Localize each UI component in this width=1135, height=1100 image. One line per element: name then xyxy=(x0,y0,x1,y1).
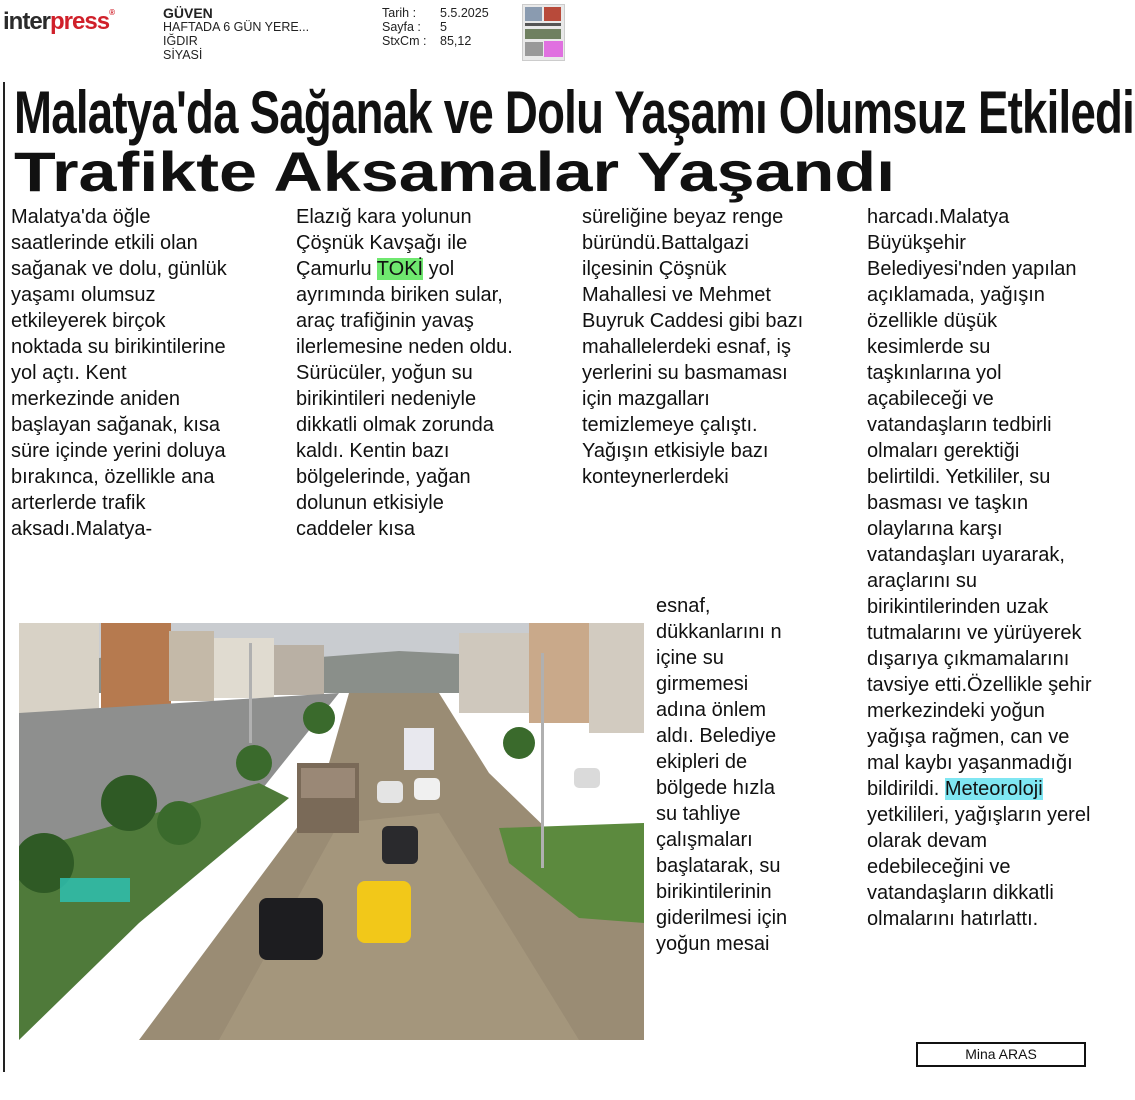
tree xyxy=(236,745,272,781)
column-3-text: süreliğine beyaz renge büründü.Battalgazi ilçesinin Çöşnük Mahallesi ve Mehmet Buyruk Caddesi gibi bazı mahallelerdeki esnaf, iş yerlerini su basmaması için mazgalları temizlemeye çalıştı. Yağışın etkisiyle bazı konteynerlerdeki xyxy=(582,206,804,488)
publication-frequency: HAFTADA 6 GÜN YERE... xyxy=(163,20,310,34)
truck-bed xyxy=(301,768,355,798)
article-column-1 xyxy=(11,204,233,542)
column-2-text-b: yol ayrımında biriken sular, araç trafiğinin yavaş ilerlemesine neden oldu. Sürücüler, yoğun su birikintileri nedeniyle dikkatli olmak zorunda kaldı. Kentin bazı bölgelerinde, yağan dolunun etkisiyle caddeler kısa xyxy=(296,258,513,540)
black-car xyxy=(259,898,323,960)
white-car xyxy=(414,778,440,800)
page-value: 5 xyxy=(440,20,447,34)
flooded-street-photo xyxy=(19,623,644,1040)
building-left-2 xyxy=(101,623,171,708)
column-2-paragraph xyxy=(296,204,522,542)
stxcm-value: 85,12 xyxy=(440,34,472,48)
left-divider xyxy=(3,82,5,1072)
building-left-4 xyxy=(214,638,274,698)
article-column-4 xyxy=(867,204,1097,932)
building-left-1 xyxy=(19,623,99,713)
photo-illustration xyxy=(19,623,644,1040)
column-4-text-a: harcadı.Malatya Büyükşehir Belediyesi'nden yapılan açıklamada, yağışın özellikle düşük kesimlerde su taşkınlarına yol açabileceği ve vatandaşların tedbirli olmaları gerektiği belirtildi. Yetkililer, su basması ve taşkın olaylarına karşı vatandaşları uyararak, araçlarını su birikintilerinden uzak tutmalarını ve yürüyerek dışarıya çıkmamalarını tavsiye etti.Özellikle şehir merkezindeki yoğun yağışa rağmen, can ve mal kaybı yaşanmadığı bildirildi. xyxy=(867,206,1092,800)
date-row xyxy=(382,6,489,20)
yellow-car xyxy=(357,881,411,943)
article-column-2 xyxy=(296,204,522,542)
column-1-text: Malatya'da öğle saatlerinde etkili olan sağanak ve dolu, günlük yaşamı olumsuz etkileyerek birçok noktada su birikintilerine yol açtı. Kent merkezinde aniden başlayan sağanak, kısa süre içinde yerini doluya bırakınca, özellikle ana arterlerde trafik aksadı.Malatya- xyxy=(11,206,227,540)
white-car xyxy=(574,768,600,788)
column-4-text-b: yetkilileri, yağışların yerel olarak devam edebileceğini ve vatandaşların dikkatli olmalarını hatırlattı. xyxy=(867,804,1091,930)
keyword-highlight-meteoroloji: Meteoroloji xyxy=(944,778,1043,800)
dark-car xyxy=(382,826,418,864)
street-lamp xyxy=(249,643,252,743)
tree xyxy=(503,727,535,759)
column-2-text-a: Elazığ kara yolunun Çöşnük Kavşağı ile Çamurlu xyxy=(296,206,472,280)
building-left-5 xyxy=(274,645,324,695)
keyword-highlight-toki: TOKİ xyxy=(376,258,424,280)
building-right-1 xyxy=(459,633,529,713)
building-left-3 xyxy=(169,631,214,701)
interpress-logo xyxy=(3,8,114,36)
building-right-3 xyxy=(589,623,644,733)
registered-mark: ® xyxy=(109,8,114,17)
tree xyxy=(303,702,335,734)
photo-highlight-box xyxy=(60,878,130,902)
publication-name: GÜVEN xyxy=(163,5,213,21)
author-byline: Mina ARAS xyxy=(916,1042,1086,1067)
publication-section: SİYASİ xyxy=(163,48,203,62)
publication-city: IĞDIR xyxy=(163,34,198,48)
bus xyxy=(404,728,434,770)
page-thumbnail[interactable] xyxy=(522,4,565,61)
thumb-block xyxy=(525,23,561,26)
tree xyxy=(157,801,201,845)
thumb-block xyxy=(525,42,543,56)
building-right-2 xyxy=(529,623,589,723)
column-3b-text: esnaf, dükkanlarını n içine su girmemesi adına önlem aldı. Belediye ekipleri de bölgede hızla su tahliye çalışmaları başlatarak, su birikintilerinin giderilmesi için yoğun mesai xyxy=(656,595,788,955)
thumb-block xyxy=(544,7,561,21)
tree xyxy=(101,775,157,831)
date-value: 5.5.2025 xyxy=(440,6,489,20)
article-column-3 xyxy=(582,204,808,490)
stxcm-label: StxCm : xyxy=(382,34,427,48)
headline-sub: Trafikte Aksamalar Yaşandı xyxy=(14,140,896,203)
thumb-block xyxy=(525,7,542,21)
thumb-block xyxy=(525,29,561,39)
date-label: Tarih : xyxy=(382,6,417,20)
headline-main: Malatya'da Sağanak ve Dolu Yaşamı Olumsuz Etkiledi xyxy=(14,79,1135,146)
street-lamp xyxy=(541,653,544,868)
white-car xyxy=(377,781,403,803)
article-column-3-continued xyxy=(656,593,796,957)
page-row xyxy=(382,20,489,34)
logo-part2: press xyxy=(50,8,110,35)
clip-info xyxy=(382,6,489,48)
page-label: Sayfa : xyxy=(382,20,421,34)
column-4-paragraph xyxy=(867,204,1097,932)
thumb-highlight xyxy=(544,41,563,57)
publication-meta xyxy=(163,6,309,62)
logo-part1: inter xyxy=(3,8,51,35)
stxcm-row xyxy=(382,34,489,48)
